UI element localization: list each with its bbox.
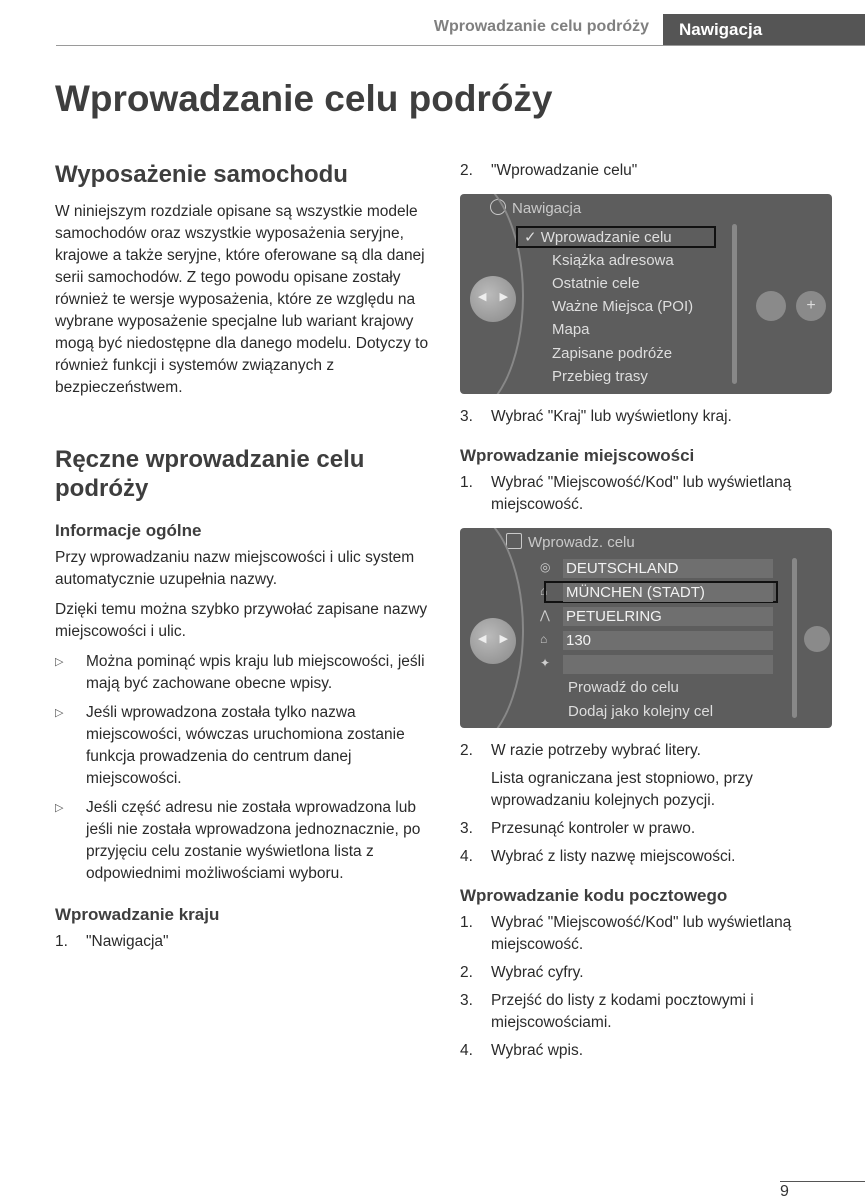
screen-title: Nawigacja [490, 199, 581, 217]
house-number-icon: ⌂ [540, 632, 548, 646]
postal-steps [460, 912, 832, 1062]
menu-item: Zapisane podróże [552, 345, 673, 362]
triangle-bullet-icon: ▷ [55, 656, 64, 668]
list-item: 1. Wybrać "Miejscowość/Kod" lub wyświetlaną miejscowość. [460, 474, 792, 513]
paragraph-equipment: W niniejszym rozdziale opisane są wszystkie modele samochodów oraz wszystkie wyposażenia seryjne, krajowe a także seryjne, które oferowane są dla danej serii samochodów. Z tego powodu opisane zostały również te wersje wyposażenia, które ze względu na wybrane wyposażenie specjalne lub wariant krajowy mogą być niedostępne dla danego modelu. Dotyczy to również funkcji i systemów związanych z bezpieczeństwem. [55, 203, 429, 396]
paragraph-general-2: Dzięki temu można szybko przywołać zapisane nazwy miejscowości i ulic. [55, 601, 428, 640]
plus-icon: + [796, 291, 826, 321]
list-item: ▷ Jeśli wprowadzona została tylko nazwa miejscowości, wówczas uruchomiona zostanie funkcja prowadzenia do centrum danej miejscowości. [55, 704, 405, 787]
house-number-field: 130 [563, 631, 773, 650]
add-waypoint-item: Dodaj jako kolejny cel [568, 703, 714, 720]
heading-manual-entry: Ręczne wprowadzanie celu podróży [55, 446, 365, 502]
left-column [55, 160, 431, 959]
list-item: 4. Wybrać wpis. [460, 1042, 584, 1059]
map-icon [756, 291, 786, 321]
country-steps-final [460, 406, 832, 428]
controller-knob-icon: ◀ ▶ [470, 618, 516, 664]
bullet-list [55, 651, 431, 885]
menu-item: Przebieg trasy [552, 368, 648, 385]
list-item: ▷ Można pominąć wpis kraju lub miejscowości, jeśli mają być zachowane obecne wpisy. [55, 653, 425, 692]
list-item: 3. Wybrać "Kraj" lub wyświetlony kraj. [460, 408, 732, 425]
list-item: 2. W razie potrzeby wybrać litery. Lista ograniczana jest stopniowo, przy wprowadzaniu kolejnych pozycji. [460, 742, 753, 809]
heading-equipment: Wyposażenie samochodu [55, 161, 348, 188]
triangle-bullet-icon: ▷ [55, 802, 64, 814]
start-guidance-item: Prowadź do celu [568, 679, 679, 696]
menu-item: Mapa [552, 321, 590, 338]
header-section-title: Wprowadzanie celu podróży [433, 18, 649, 35]
page-title: Wprowadzanie celu podróży [55, 78, 553, 119]
country-steps [55, 931, 431, 953]
city-icon: ⌂ [540, 584, 548, 598]
right-column [460, 160, 832, 1068]
city-steps [460, 472, 832, 516]
list-item: 2. "Wprowadzanie celu" [460, 162, 638, 179]
country-field: DEUTSCHLAND [563, 559, 773, 578]
city-field: MÜNCHEN (STADT) [563, 583, 773, 602]
header-rule [56, 45, 865, 46]
page-number: 9 [780, 1183, 789, 1200]
heading-city-entry: Wprowadzanie miejscowości [460, 446, 695, 465]
list-item: ▷ Jeśli część adresu nie została wprowadzona lub jeśli nie została wprowadzona jednoznacznie, po przyjęciu celu zostanie wyświetlona lista z odpowiednimi możliwościami wyboru. [55, 799, 421, 882]
heading-country-entry: Wprowadzanie kraju [55, 905, 220, 924]
list-item: 1. Wybrać "Miejscowość/Kod" lub wyświetlaną miejscowość. [460, 914, 792, 953]
heading-general-info: Informacje ogólne [55, 521, 202, 540]
city-steps-cont [460, 740, 832, 868]
triangle-bullet-icon: ▷ [55, 707, 64, 719]
menu-item: Ostatnie cele [552, 275, 640, 292]
country-steps-cont [460, 160, 832, 182]
list-item: 4. Wybrać z listy nazwę miejscowości. [460, 848, 736, 865]
menu-item: Ważne Miejsca (POI) [552, 298, 694, 315]
street-icon: ⋀ [540, 608, 550, 622]
list-item: 3. Przejść do listy z kodami pocztowymi i miejscowościami. [460, 992, 754, 1031]
list-item: 2. Wybrać cyfry. [460, 964, 584, 981]
paragraph-general-1: Przy wprowadzaniu nazw miejscowości i ulic system automatycznie uzupełnia nazwy. [55, 549, 415, 588]
street-field: PETUELRING [563, 607, 773, 626]
footer-rule [780, 1181, 865, 1182]
header-chapter-tab: Nawigacja [663, 14, 865, 45]
menu-item: ✓ Wprowadzanie celu [524, 229, 672, 246]
list-item: 3. Przesunąć kontroler w prawo. [460, 820, 696, 837]
country-icon: ◎ [540, 560, 551, 574]
heading-postal-code: Wprowadzanie kodu pocztowego [460, 886, 728, 905]
destination-icon [506, 533, 522, 549]
list-item: 1. "Nawigacja" [55, 933, 169, 950]
menu-item: Książka adresowa [552, 252, 674, 269]
crossing-field [563, 655, 773, 674]
scrollbar [732, 224, 737, 384]
scrollbar [792, 558, 797, 718]
controller-knob-icon: ◀ ▶ [470, 276, 516, 322]
home-icon [804, 626, 830, 652]
crossing-icon: ✦ [540, 656, 551, 670]
screen-title: Wprowadz. celu [506, 533, 635, 551]
screenshot-navigation-menu [460, 194, 832, 394]
screenshot-destination-entry [460, 528, 832, 728]
